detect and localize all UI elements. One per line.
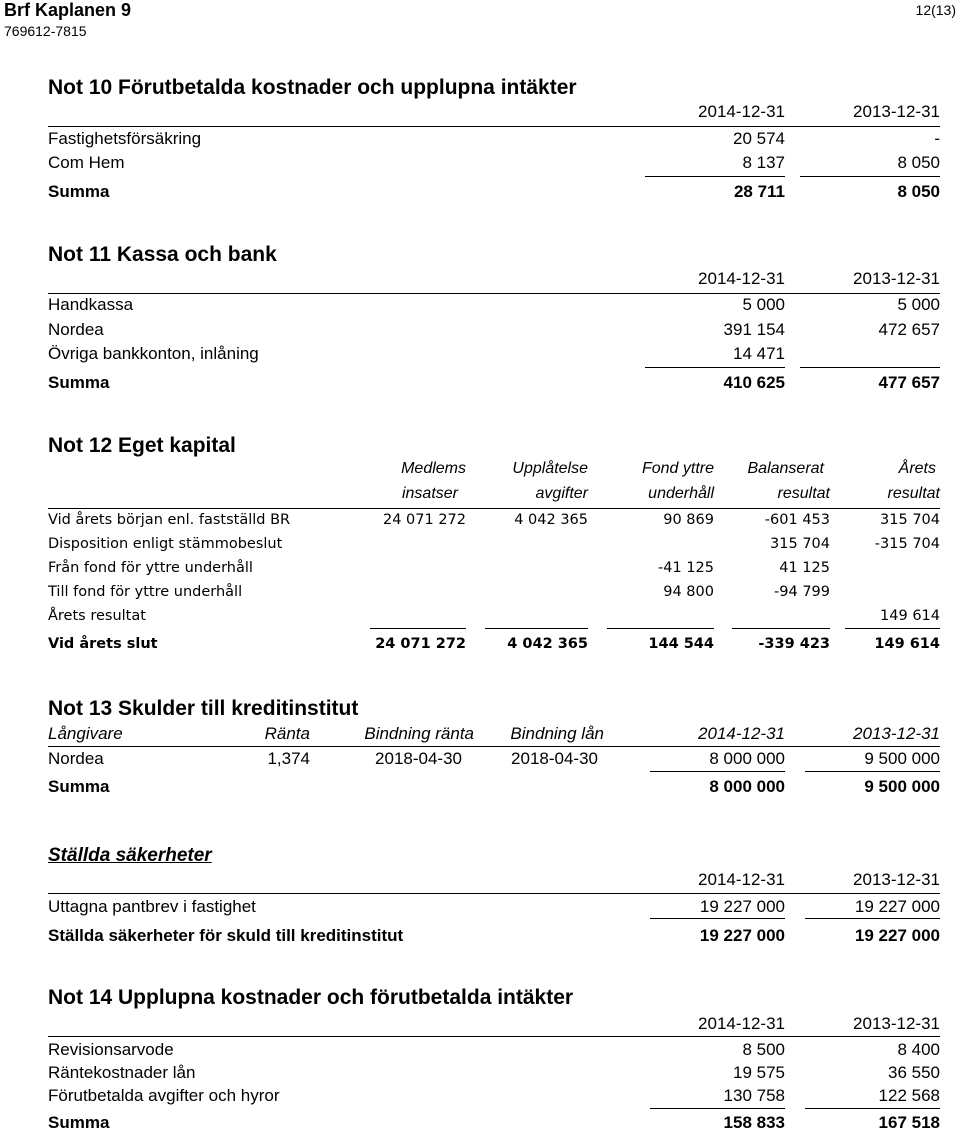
value-2014: 8 000 000: [709, 749, 785, 768]
row-label: Vid årets början enl. fastställd BR: [48, 512, 291, 528]
sum-label: Summa: [48, 1113, 110, 1132]
col-header-2013: 2013-12-31: [853, 269, 940, 288]
sum-fond-yttre-underhall: 144 544: [648, 636, 714, 652]
row-label: Revisionsarvode: [48, 1040, 174, 1059]
row-label: Räntekostnader lån: [48, 1063, 196, 1082]
col-header-2014: 2014-12-31: [698, 102, 785, 121]
sum-upplatelseavgifter: 4 042 365: [507, 636, 588, 652]
row-label: Övriga bankkonton, inlåning: [48, 344, 259, 363]
col-header-2014: 2014-12-31: [698, 724, 785, 743]
sum-label: Summa: [48, 182, 110, 201]
sum-2013: 167 518: [878, 1113, 940, 1132]
col-header-2013: 2013-12-31: [853, 870, 940, 889]
note-10-title: Not 10 Förutbetalda kostnader och upplupna intäkter: [48, 76, 577, 99]
company-name: Brf Kaplanen 9: [4, 0, 132, 20]
value-2014: 14 471: [733, 344, 785, 363]
equity-col-header: resultat: [777, 485, 830, 502]
pledged-title: Ställda säkerheter: [48, 845, 212, 866]
row-label: Handkassa: [48, 295, 134, 314]
sum-2013: 19 227 000: [854, 926, 940, 945]
col-header-2014: 2014-12-31: [698, 1014, 785, 1033]
value-balanserat-resultat: -94 799: [774, 584, 830, 600]
value-2014: 5 000: [742, 295, 785, 314]
equity-col-header: underhåll: [648, 485, 714, 502]
row-label: Nordea: [48, 320, 104, 339]
row-label: Disposition enligt stämmobeslut: [48, 536, 283, 552]
sum-2013: 8 050: [897, 182, 940, 201]
row-label: Fastighetsförsäkring: [48, 129, 202, 148]
org-number: 769612-7815: [4, 23, 87, 39]
lender-name: Nordea: [48, 749, 104, 768]
row-label: Från fond för yttre underhåll: [48, 560, 253, 576]
row-label: Uttagna pantbrev i fastighet: [48, 897, 256, 916]
note-11-title: Not 11 Kassa och bank: [48, 243, 277, 266]
row-label: Till fond för yttre underhåll: [48, 584, 243, 600]
equity-col-header: Balanserat: [747, 460, 824, 477]
value-2013: 8 400: [897, 1040, 940, 1059]
sum-2014: 28 711: [733, 182, 785, 201]
col-header-langivare: Långivare: [48, 724, 123, 743]
value-balanserat-resultat: -601 453: [764, 512, 830, 528]
loan-fixed-until: 2018-04-30: [511, 749, 598, 768]
value-balanserat-resultat: 315 704: [770, 536, 830, 552]
value-2014: 391 154: [723, 320, 785, 339]
col-header-bindning-lan: Bindning lån: [510, 724, 604, 743]
value-2014: 20 574: [733, 129, 785, 148]
value-medlemsinsatser: 24 071 272: [382, 512, 466, 528]
rate-fixed-until: 2018-04-30: [375, 749, 462, 768]
sum-arets-resultat: 149 614: [874, 636, 940, 652]
row-label: Com Hem: [48, 153, 125, 172]
sum-balanserat-resultat: -339 423: [758, 636, 830, 652]
value-arets-resultat: 149 614: [880, 608, 940, 624]
col-header-ranta: Ränta: [264, 724, 310, 743]
sum-2014: 19 227 000: [699, 926, 785, 945]
equity-col-header: avgifter: [535, 485, 588, 502]
value-upplatelseavgifter: 4 042 365: [514, 512, 588, 528]
value-2013: 36 550: [888, 1063, 940, 1082]
page-number: 12(13): [915, 2, 956, 18]
equity-col-header: Fond yttre: [641, 460, 714, 477]
value-arets-resultat: -315 704: [874, 536, 940, 552]
value-2014: 130 758: [723, 1086, 785, 1105]
value-2013: 19 227 000: [854, 897, 940, 916]
col-header-2013: 2013-12-31: [853, 724, 940, 743]
sum-2013: 9 500 000: [864, 777, 940, 796]
equity-col-header: insatser: [401, 485, 458, 502]
value-arets-resultat: 315 704: [880, 512, 940, 528]
value-2013: 9 500 000: [864, 749, 940, 768]
value-2013: 472 657: [878, 320, 940, 339]
value-2013: 5 000: [897, 295, 940, 314]
equity-col-header: Årets: [898, 460, 936, 477]
sum-2014: 410 625: [723, 373, 785, 392]
sum-label: Ställda säkerheter för skuld till kreditinstitut: [48, 926, 404, 945]
value-2014: 19 227 000: [699, 897, 785, 916]
row-label: Förutbetalda avgifter och hyror: [48, 1086, 280, 1105]
row-label: Årets resultat: [48, 608, 146, 624]
sum-2014: 8 000 000: [709, 777, 785, 796]
value-fond-yttre-underhall: 90 869: [663, 512, 714, 528]
equity-col-header: resultat: [887, 485, 940, 502]
sum-2014: 158 833: [723, 1113, 785, 1132]
value-2013: 122 568: [878, 1086, 940, 1105]
sum-label: Summa: [48, 373, 110, 392]
sum-label: Summa: [48, 777, 110, 796]
value-balanserat-resultat: 41 125: [779, 560, 830, 576]
value-2014: 19 575: [733, 1063, 785, 1082]
col-header-2014: 2014-12-31: [698, 870, 785, 889]
col-header-2013: 2013-12-31: [853, 102, 940, 121]
value-2014: 8 137: [742, 153, 785, 172]
value-2013: 8 050: [897, 153, 940, 172]
note-12-title: Not 12 Eget kapital: [48, 434, 236, 457]
col-header-2014: 2014-12-31: [698, 269, 785, 288]
note-14-title: Not 14 Upplupna kostnader och förutbetalda intäkter: [48, 986, 574, 1009]
value-fond-yttre-underhall: 94 800: [663, 584, 714, 600]
value-fond-yttre-underhall: -41 125: [658, 560, 714, 576]
equity-col-header: Upplåtelse: [512, 460, 588, 477]
col-header-2013: 2013-12-31: [853, 1014, 940, 1033]
sum-medlemsinsatser: 24 071 272: [375, 636, 466, 652]
value-2013: -: [934, 129, 940, 148]
col-header-bindning-ranta: Bindning ränta: [364, 724, 474, 743]
equity-col-header: Medlems: [401, 460, 466, 477]
interest-rate: 1,374: [267, 749, 310, 768]
sum-label: Vid årets slut: [48, 636, 158, 652]
note-13-title: Not 13 Skulder till kreditinstitut: [48, 697, 359, 720]
value-2014: 8 500: [742, 1040, 785, 1059]
sum-2013: 477 657: [878, 373, 940, 392]
